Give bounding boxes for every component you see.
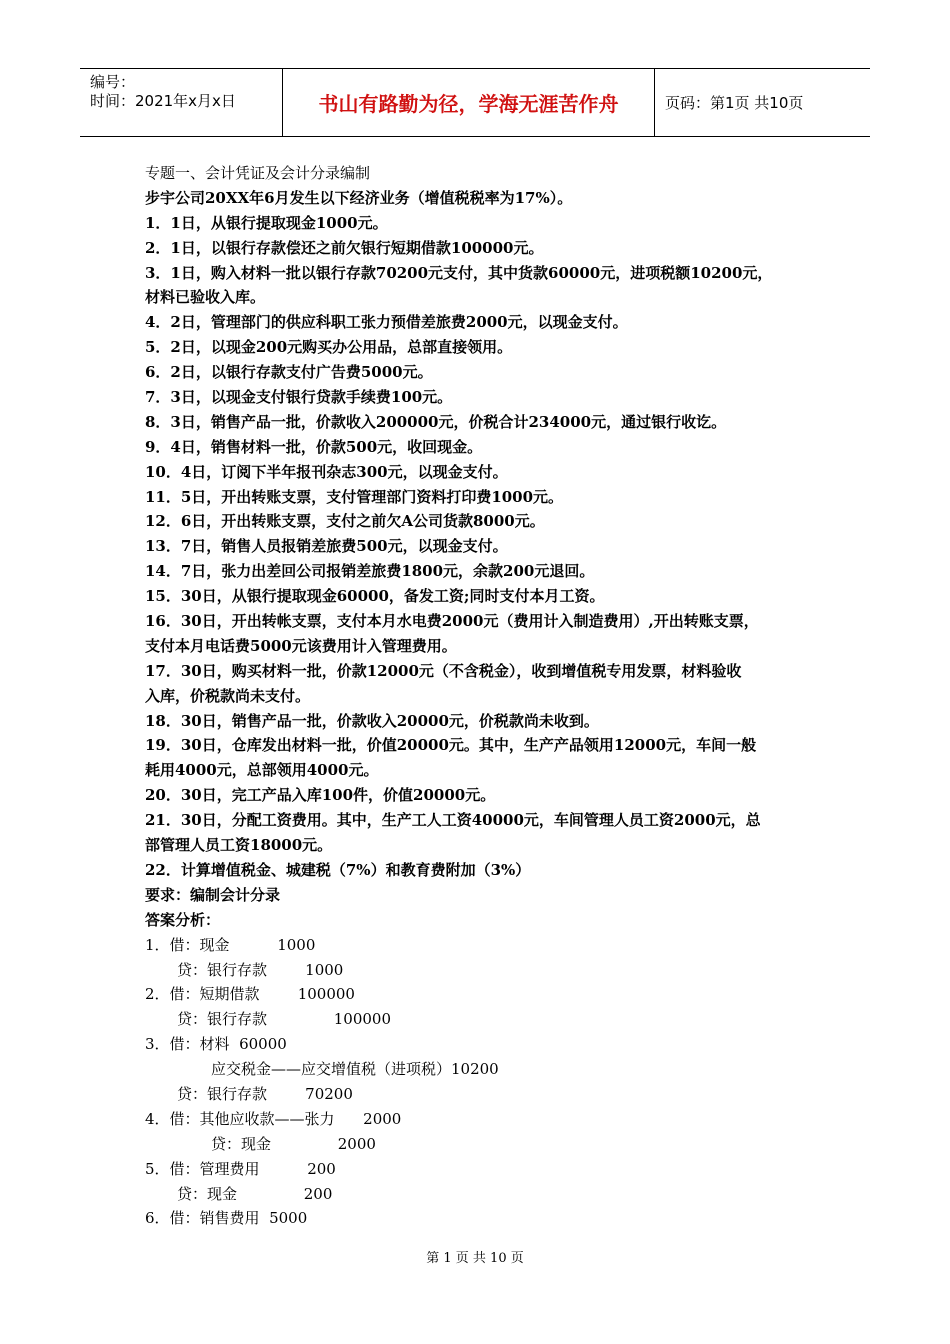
text-line: 9．4日，销售材料一批，价款500元，收回现金。 — [145, 437, 483, 456]
document-number-label: 编号： — [90, 73, 136, 91]
page-footer: 第 1 页 共 10 页 — [426, 1251, 524, 1266]
text-line: 1．借：现金 1000 — [145, 935, 316, 954]
text-line: 入库，价税款尚未支付。 — [145, 686, 311, 705]
text-line: 11．5日，开出转账支票，支付管理部门资料打印费1000元。 — [145, 487, 564, 506]
text-line: 答案分析： — [145, 910, 221, 929]
text-line: 3．借：材料 60000 — [145, 1035, 287, 1054]
text-line: 要求：编制会计分录 — [145, 885, 281, 904]
text-line: 10．4日，订阅下半年报刊杂志300元，以现金支付。 — [145, 462, 508, 481]
text-line: 3．1日，购入材料一批以银行存款70200元支付，其中货款60000元，进项税额10200元， — [145, 263, 773, 282]
text-line: 耗用4000元，总部领用4000元。 — [145, 761, 379, 780]
text-line: 贷：现金 200 — [177, 1184, 333, 1203]
document-date: 时间：2021年x月x日 — [90, 92, 236, 110]
header-motto: 书山有路勤为径，学海无涯苦作舟 — [282, 69, 655, 136]
text-line: 8．3日，销售产品一批，价款收入200000元，价税合计234000元，通过银行收讫。 — [145, 412, 727, 431]
text-line: 19．30日，仓库发出材料一批，价值20000元。其中，生产产品领用12000元，车间一般 — [145, 736, 757, 755]
text-line: 5．2日，以现金200元购买办公用品，总部直接领用。 — [145, 338, 513, 357]
text-line: 贷：现金 2000 — [211, 1134, 376, 1153]
text-line: 材料已验收入库。 — [145, 288, 266, 307]
text-line: 21．30日，分配工资费用。其中，生产工人工资40000元，车间管理人员工资2000元，总 — [145, 811, 761, 830]
text-line: 4．借：其他应收款——张力 2000 — [145, 1109, 402, 1128]
text-line: 6．借：销售费用 5000 — [145, 1209, 308, 1228]
text-line: 4．2日，管理部门的供应科职工张力预借差旅费2000元，以现金支付。 — [145, 313, 628, 332]
text-line: 22．计算增值税金、城建税（7%）和教育费附加（3%） — [145, 860, 531, 879]
text-line: 17．30日，购买材料一批，价款12000元（不含税金），收到增值税专用发票，材料验收 — [145, 661, 742, 680]
page-header — [80, 68, 870, 137]
text-line: 贷：银行存款 1000 — [177, 960, 344, 979]
text-line: 专题一、会计凭证及会计分录编制 — [145, 164, 371, 182]
text-line: 2．1日，以银行存款偿还之前欠银行短期借款100000元。 — [145, 238, 544, 257]
text-line: 部管理人员工资18000元。 — [145, 836, 333, 855]
text-line: 7．3日，以现金支付银行贷款手续费100元。 — [145, 388, 453, 407]
text-line: 6．2日，以银行存款支付广告费5000元。 — [145, 363, 433, 382]
text-line: 16．30日，开出转帐支票，支付本月水电费2000元（费用计入制造费用）,开出转账支票， — [145, 612, 759, 631]
text-line: 2．借：短期借款 100000 — [145, 985, 355, 1004]
text-line: 15．30日，从银行提取现金60000，备发工资;同时支付本月工资。 — [145, 587, 605, 606]
text-line: 应交税金——应交增值税（进项税）10200 — [211, 1060, 499, 1079]
text-line: 20．30日，完工产品入库100件，价值20000元。 — [145, 786, 496, 805]
text-line: 14．7日，张力出差回公司报销差旅费1800元，余款200元退回。 — [145, 562, 595, 581]
text-line: 贷：银行存款 70200 — [177, 1084, 353, 1103]
text-line: 12．6日，开出转账支票，支付之前欠A公司货款8000元。 — [145, 512, 545, 531]
text-line: 贷：银行存款 100000 — [177, 1010, 392, 1029]
document-body — [145, 161, 835, 1231]
text-line: 13．7日，销售人员报销差旅费500元，以现金支付。 — [145, 537, 508, 556]
text-line: 18．30日，销售产品一批，价款收入20000元，价税款尚未收到。 — [145, 711, 599, 730]
text-line: 支付本月电话费5000元该费用计入管理费用。 — [145, 636, 457, 655]
text-line: 1．1日，从银行提取现金1000元。 — [145, 213, 388, 232]
text-line: 步宇公司20XX年6月发生以下经济业务（增值税税率为17%）。 — [145, 188, 573, 207]
header-page-info: 页码：第1页 共10页 — [665, 94, 804, 112]
text-line: 5．借：管理费用 200 — [145, 1159, 336, 1178]
header-meta — [80, 69, 282, 136]
